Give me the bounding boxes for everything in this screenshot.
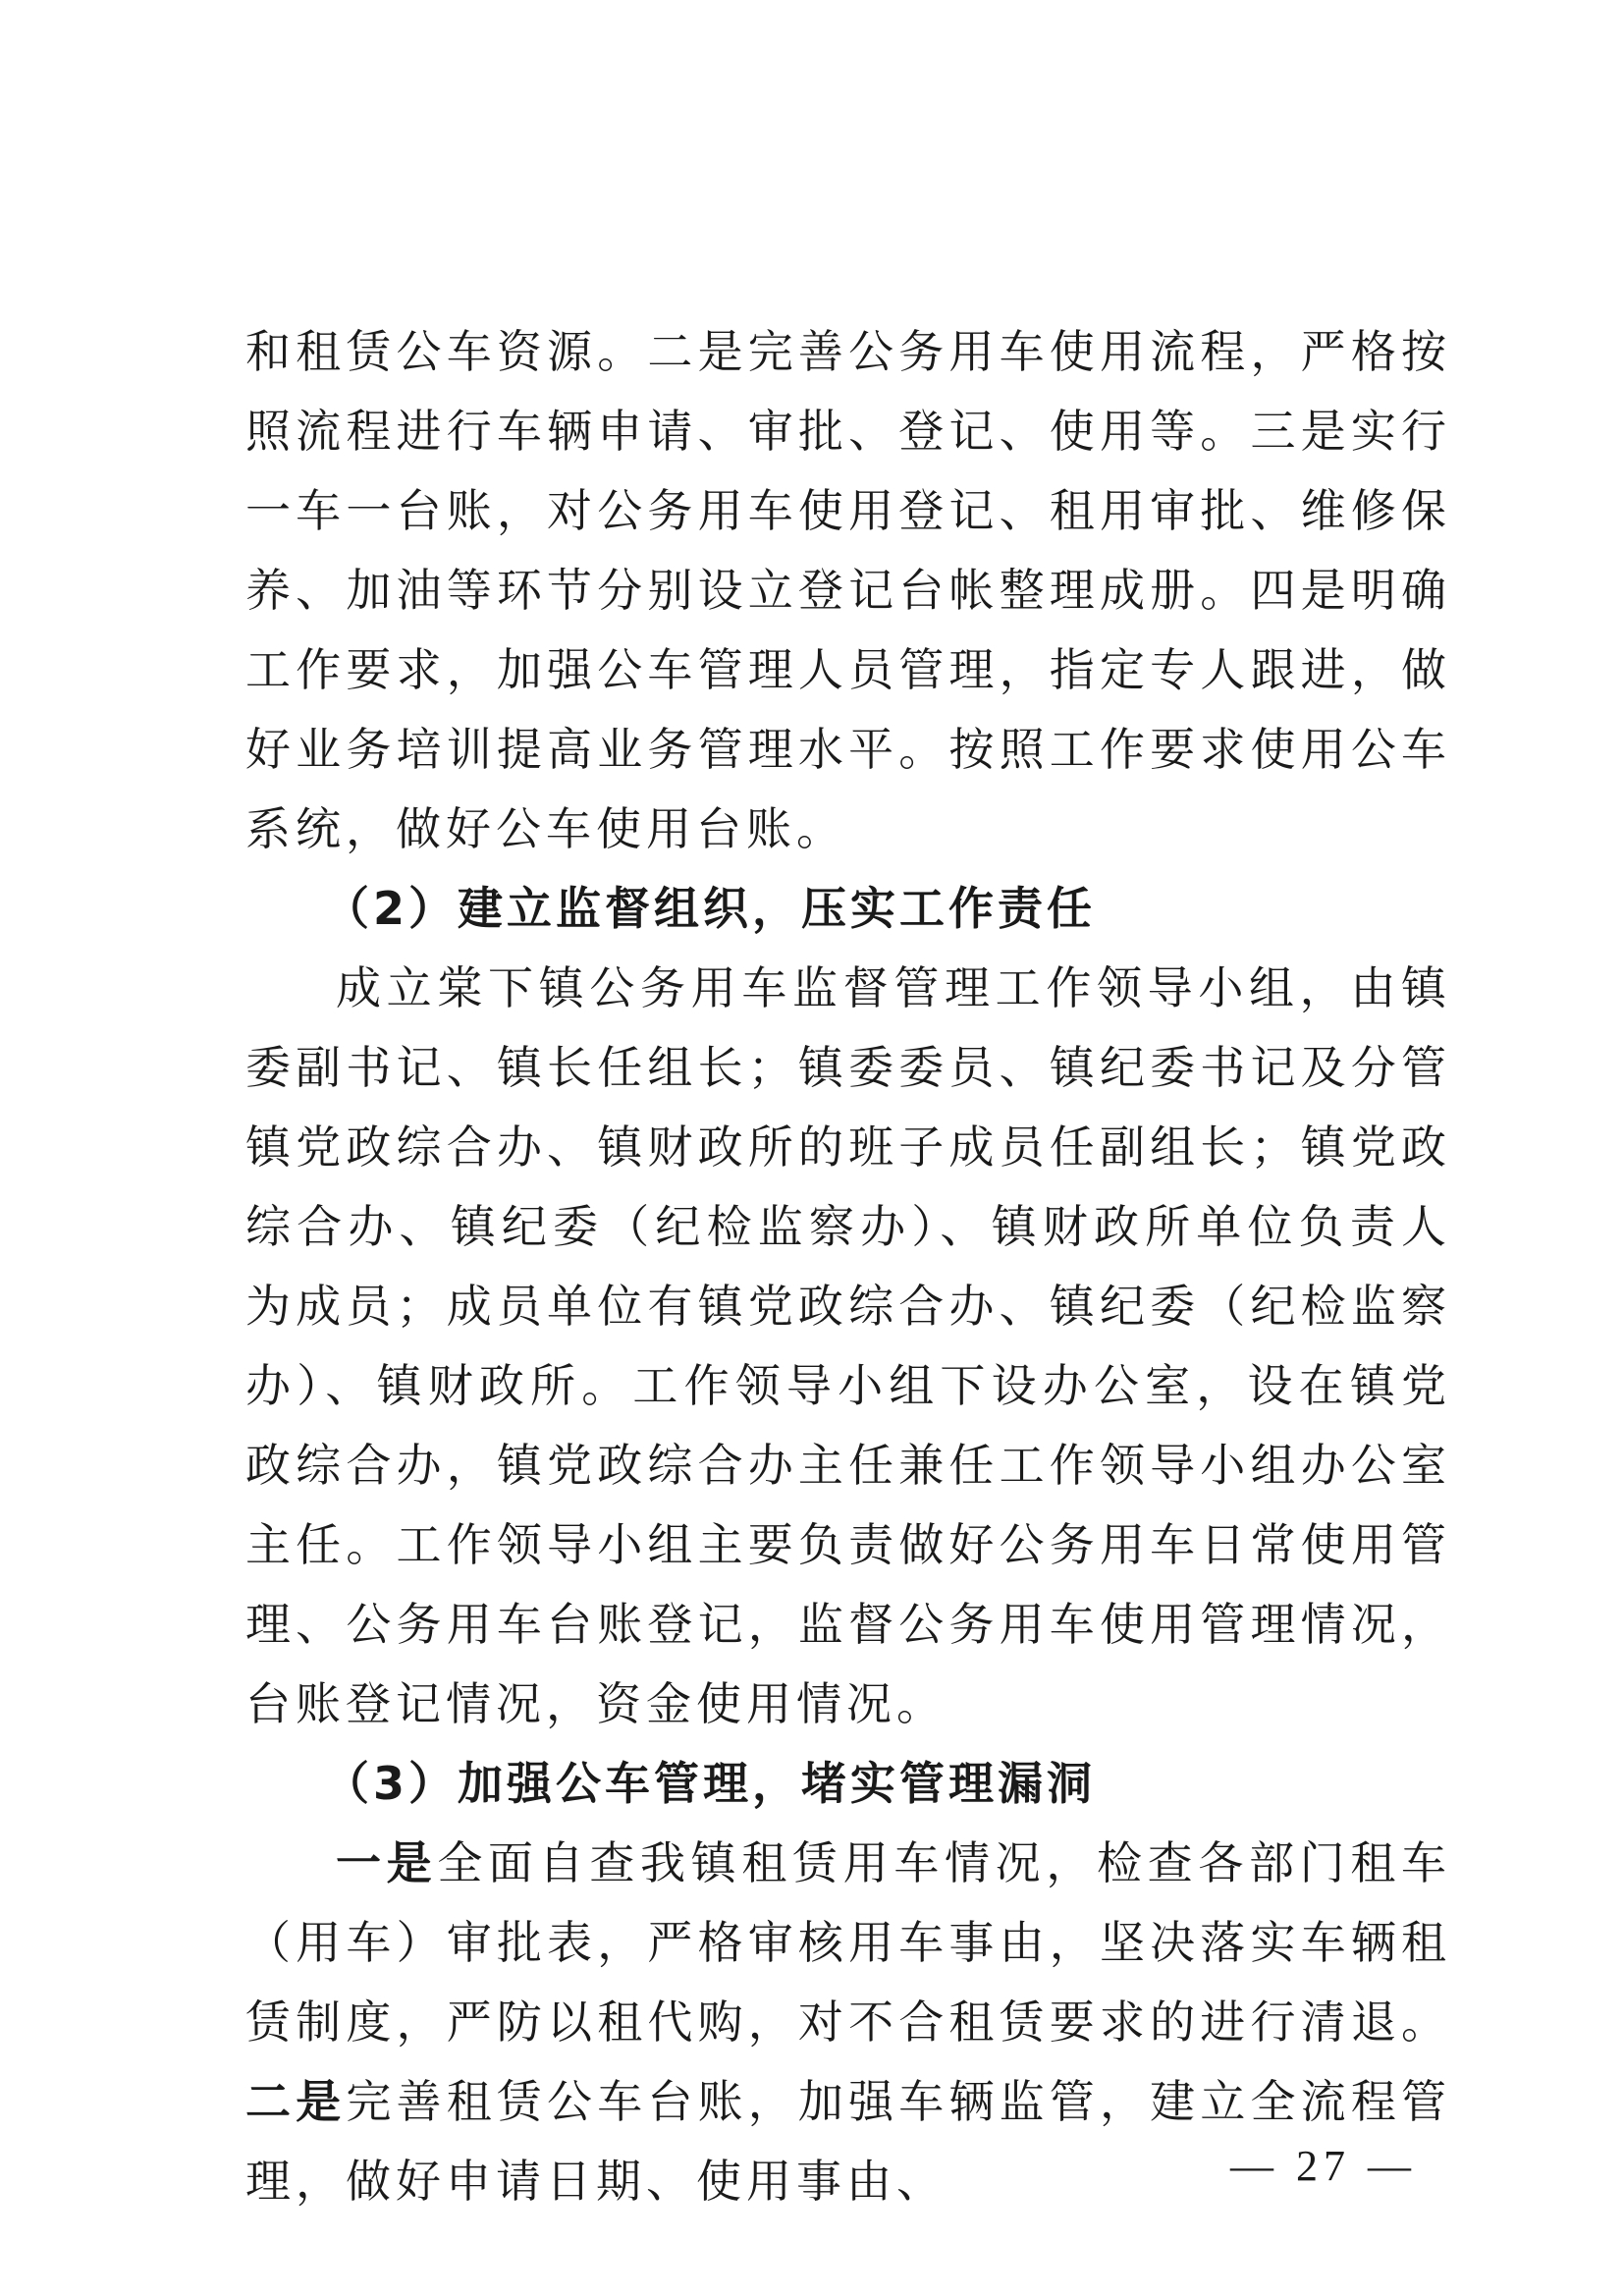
paragraph-continued: 和租赁公车资源。二是完善公务用车使用流程，严格按照流程进行车辆申请、审批、登记、使用等。三是实行一车一台账，对公务用车使用登记、租用审批、维修保养、加油等环节分别设立登记台帐整理成册。四是明确工作要求，加强公车管理人员管理，指定专人跟进，做好业务培训提高业务管理水平。按照工作要求使用公车系统，做好公车使用台账。: [245, 325, 1451, 855]
page-number: — 27 —: [1230, 2142, 1417, 2190]
section-heading-2: （2）建立监督组织，压实工作责任: [324, 882, 1097, 935]
paragraph-text-part2: 完善租赁公车台账，加强车辆监管，建立全流程管理，做好申请日期、使用事由、: [245, 2075, 1452, 2208]
emphasis-second: 二是: [245, 2075, 347, 2128]
section-heading-3: （3）加强公车管理，堵实管理漏洞: [324, 1757, 1097, 1810]
paragraph-text-part1: 全面自查我镇租赁用车情况，检查各部门租车（用车）审批表，严格审核用车事由，坚决落实车辆租赁制度，严防以租代购，对不合租赁要求的进行清退。: [245, 1836, 1452, 2049]
paragraph-supervision: 成立棠下镇公务用车监督管理工作领导小组，由镇委副书记、镇长任组长；镇委委员、镇纪委书记及分管镇党政综合办、镇财政所的班子成员任副组长；镇党政综合办、镇纪委（纪检监察办）、镇财政所单位负责人为成员；成员单位有镇党政综合办、镇纪委（纪检监察办）、镇财政所。工作领导小组下设办公室，设在镇党政综合办，镇党政综合办主任兼任工作领导小组办公室主任。工作领导小组主要负责做好公务用车日常使用管理、公务用车台账登记，监督公务用车使用管理情况，台账登记情况，资金使用情况。: [245, 961, 1451, 1730]
document-body: [245, 312, 1451, 2221]
emphasis-first: 一是: [336, 1836, 438, 1889]
